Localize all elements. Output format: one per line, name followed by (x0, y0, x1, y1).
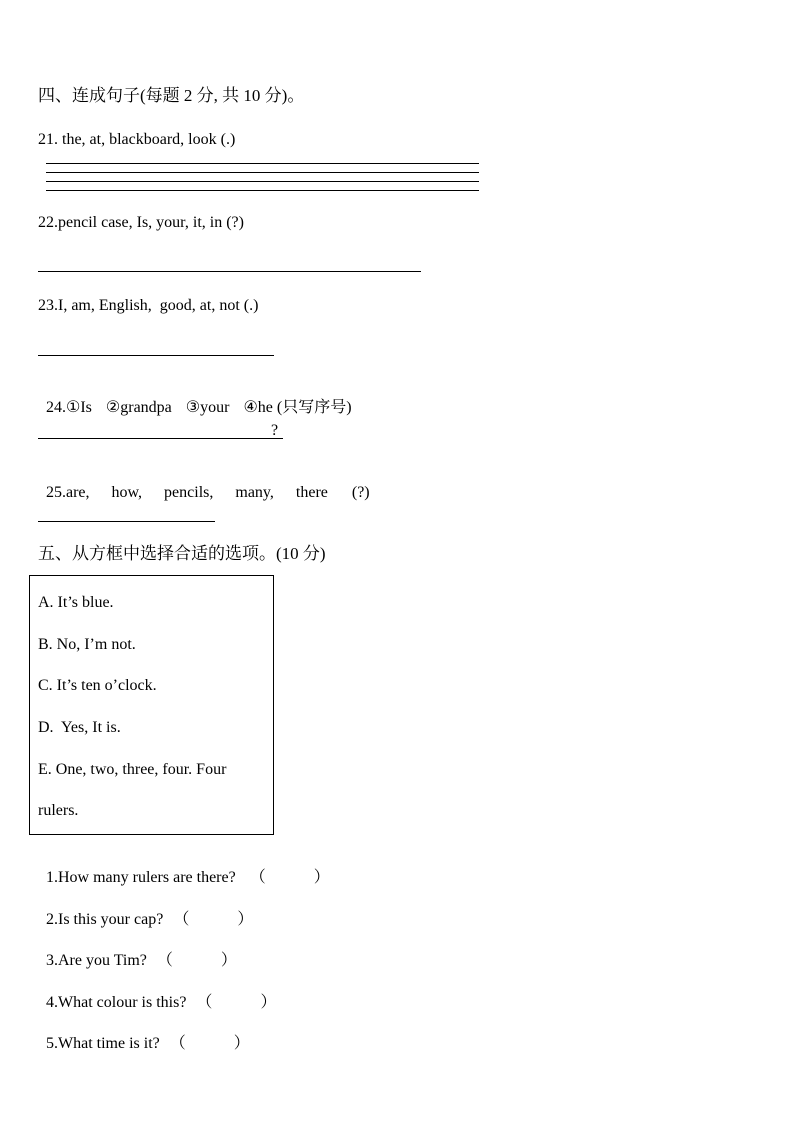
q25-word-5: there (295, 484, 328, 501)
q5-2-paren-open: （ (173, 911, 190, 928)
answer-line-21a[interactable] (46, 163, 479, 164)
q5-4-paren-open: （ (196, 994, 213, 1011)
question-5-4 (38, 973, 276, 1013)
answer-line-21b[interactable] (46, 172, 479, 173)
q25-word-1: are, (66, 484, 90, 501)
q5-1-text: 1.How many rulers are there? (46, 869, 236, 886)
q25-word-4: many, (235, 484, 274, 501)
q25-word-3: pencils, (164, 484, 214, 501)
option-b: B. No, I’m not. (38, 636, 136, 653)
q5-5-paren-close: ） (233, 1035, 250, 1052)
q24-item-2: ②grandpa (105, 399, 172, 416)
option-c: C. It’s ten o’clock. (38, 677, 157, 694)
answer-line-25[interactable] (38, 521, 215, 522)
q5-1-paren-close: ） (313, 869, 330, 886)
q5-5-text: 5.What time is it? (46, 1035, 160, 1052)
answer-line-22[interactable] (38, 271, 421, 272)
option-e: E. One, two, three, four. Four (38, 761, 227, 778)
answer-line-21c[interactable] (46, 181, 479, 182)
q5-5-paren-open: （ (169, 1035, 186, 1052)
question-24 (38, 378, 352, 418)
q5-3-paren-open: （ (156, 952, 173, 969)
section-5-heading: 五、从方框中选择合适的选项。(10 分) (38, 544, 326, 563)
q24-answer-mark: ? (271, 422, 279, 439)
question-23: 23.I, am, English, good, at, not (.) (38, 297, 259, 314)
q24-item-3: ③your (185, 399, 230, 416)
q24-item-1: ①Is (66, 399, 92, 416)
question-5-2 (38, 890, 253, 930)
q5-4-text: 4.What colour is this? (46, 994, 187, 1011)
question-21: 21. the, at, blackboard, look (.) (38, 131, 236, 148)
q5-3-paren-close: ） (220, 952, 237, 969)
q5-4-paren-close: ） (260, 994, 277, 1011)
answer-line-23[interactable] (38, 355, 274, 356)
answer-line-24[interactable] (38, 438, 283, 439)
section-4-heading: 四、连成句子(每题 2 分, 共 10 分)。 (38, 86, 305, 105)
q24-number: 24. (46, 399, 66, 416)
q5-2-paren-close: ） (237, 911, 254, 928)
question-5-3 (38, 931, 237, 971)
answer-line-21d[interactable] (46, 190, 479, 191)
q24-note: (只写序号) (276, 399, 352, 416)
question-22: 22.pencil case, Is, your, it, in (?) (38, 214, 244, 231)
option-a: A. It’s blue. (38, 594, 114, 611)
option-e-continued: rulers. (38, 802, 79, 819)
question-5-5 (38, 1014, 250, 1054)
q5-2-text: 2.Is this your cap? (46, 911, 164, 928)
q5-1-paren-open: （ (249, 869, 266, 886)
q25-word-2: how, (111, 484, 143, 501)
q25-word-6: (?) (351, 484, 370, 501)
q24-item-4: ④he (243, 399, 273, 416)
option-d: D. Yes, It is. (38, 719, 121, 736)
question-5-1 (38, 848, 330, 888)
q25-number: 25. (46, 484, 66, 501)
q5-3-text: 3.Are you Tim? (46, 952, 147, 969)
options-box (29, 575, 274, 835)
question-25 (38, 463, 370, 503)
